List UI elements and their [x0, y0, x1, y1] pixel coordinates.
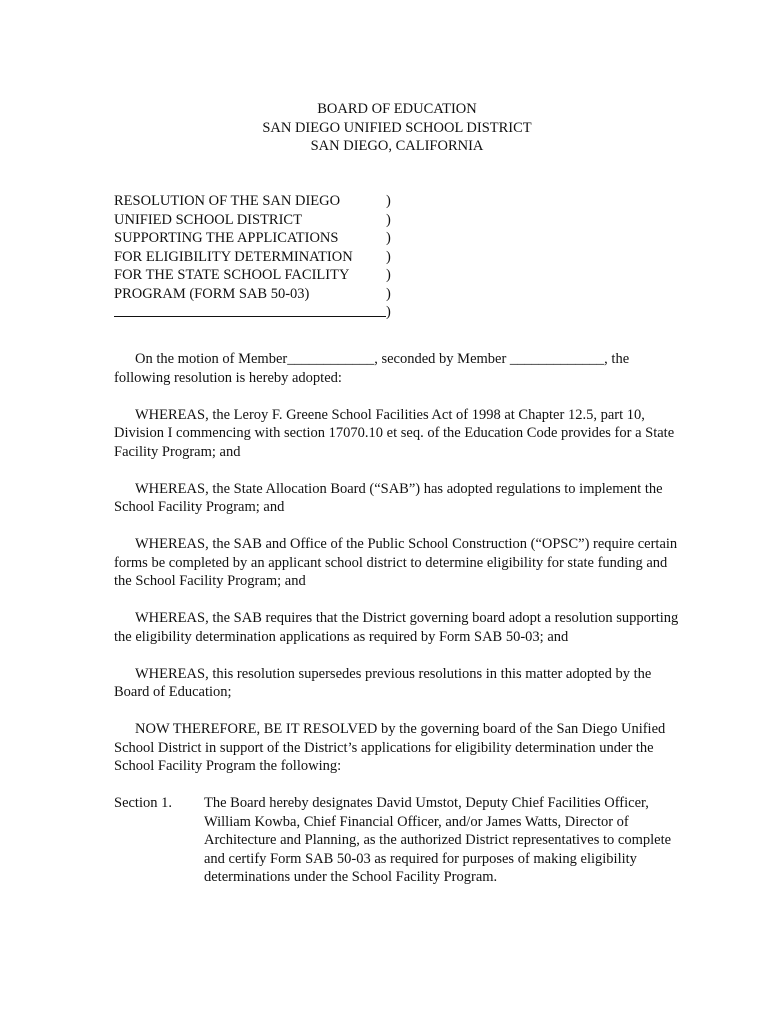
- caption-paren: ): [386, 285, 391, 302]
- caption-underline: [114, 316, 386, 317]
- header-district-line: SAN DIEGO UNIFIED SCHOOL DISTRICT: [262, 119, 532, 136]
- caption-row: [114, 248, 404, 267]
- caption-paren: ): [386, 248, 391, 265]
- resolution-caption: [114, 192, 404, 322]
- caption-row: [114, 266, 404, 285]
- whereas-paragraph-1: WHEREAS, the Leroy F. Greene School Facilities Act of 1998 at Chapter 12.5, part 10, Division I commencing with section 17070.10 et seq. of the Education Code provides for a State Facility Program; and: [114, 406, 675, 460]
- caption-paren: ): [386, 267, 391, 283]
- caption-line: PROGRAM (FORM SAB 50-03): [114, 285, 310, 302]
- caption-paren: ): [386, 230, 391, 246]
- section-1-text: The Board hereby designates David Umstot, Deputy Chief Facilities Officer, William Kowba, Chief Financial Officer, and/or James Watts, Director of Architecture and Planning, as the authorized District representatives to complete and certify Form SAB 50-03 as required for purposes of making eligibility determinations under the School Facility Program.: [204, 795, 672, 885]
- caption-line: SUPPORTING THE APPLICATIONS: [114, 230, 339, 246]
- header-location-line: SAN DIEGO, CALIFORNIA: [310, 138, 484, 154]
- whereas-paragraph-2: WHEREAS, the State Allocation Board (“SAB”) has adopted regulations to implement the School Facility Program; and: [114, 480, 663, 515]
- resolved-paragraph: NOW THEREFORE, BE IT RESOLVED by the governing board of the San Diego Unified School District in support of the District’s applications for eligibility determination under the School Facility Program the following:: [114, 721, 666, 774]
- caption-rule-row: [114, 303, 404, 322]
- document-header: [0, 100, 770, 156]
- header-board-line: BOARD OF EDUCATION: [317, 101, 477, 117]
- caption-line: FOR ELIGIBILITY DETERMINATION: [114, 248, 353, 265]
- caption-line: UNIFIED SCHOOL DISTRICT: [114, 211, 302, 228]
- caption-line: RESOLUTION OF THE SAN DIEGO: [114, 193, 341, 209]
- whereas-paragraph-4: WHEREAS, the SAB requires that the District governing board adopt a resolution supporting the eligibility determination applications as required by Form SAB 50-03; and: [114, 610, 679, 645]
- whereas-paragraph-5: WHEREAS, this resolution supersedes previous resolutions in this matter adopted by the Board of Education;: [114, 665, 652, 700]
- whereas-paragraph-3: WHEREAS, the SAB and Office of the Public School Construction (“OPSC”) require certain forms be completed by an applicant school district to determine eligibility for state funding and the School Facility Program; and: [114, 536, 678, 589]
- caption-row: [114, 285, 404, 304]
- caption-line: FOR THE STATE SCHOOL FACILITY: [114, 267, 350, 283]
- caption-paren: ): [386, 211, 391, 228]
- motion-paragraph: On the motion of Member____________, seconded by Member _____________, the following resolution is hereby adopted:: [114, 351, 630, 386]
- caption-row: [114, 229, 404, 248]
- caption-row: [114, 192, 404, 211]
- caption-paren: ): [386, 304, 391, 320]
- caption-row: [114, 211, 404, 230]
- section-1: [114, 794, 679, 887]
- resolution-body: [114, 350, 679, 887]
- caption-paren: ): [386, 193, 391, 209]
- section-1-label: Section 1.: [114, 795, 172, 811]
